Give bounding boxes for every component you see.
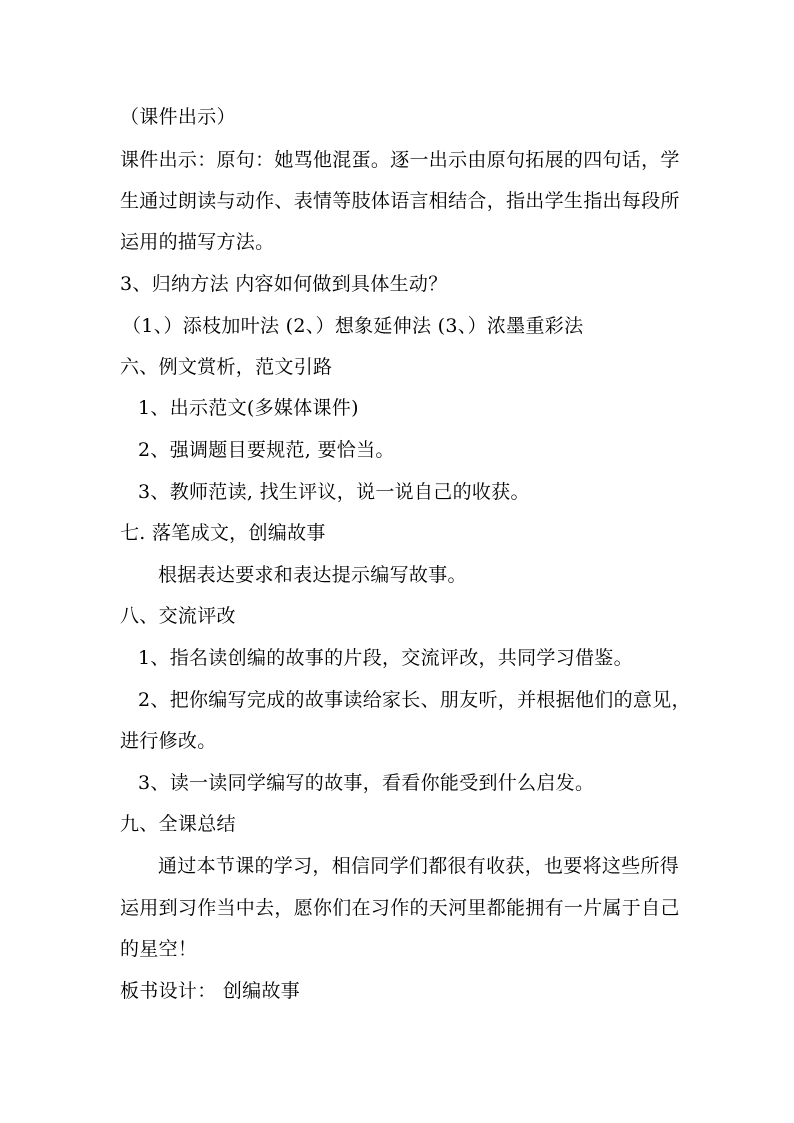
- section-heading: 九、全课总结: [120, 813, 236, 835]
- text-line: 进行修改。: [120, 730, 217, 752]
- text-line: 运用的描写方法。: [120, 231, 275, 253]
- text-line: 根据表达要求和表达提示编写故事。: [158, 564, 467, 586]
- section-heading: 八、交流评改: [120, 605, 236, 627]
- list-item: 3、教师范读, 找生评议，说一说自己的收获。: [138, 481, 530, 503]
- section-heading: 七. 落笔成文，创编故事: [120, 522, 326, 544]
- text-line: 的星空！: [120, 938, 198, 960]
- text-line: 课件出示：原句：她骂他混蛋。逐一出示由原句拓展的四句话，学: [120, 149, 680, 171]
- text-line: （1、）添枝加叶法 (2、）想象延伸法 (3、）浓墨重彩法: [122, 315, 584, 337]
- list-item: 2、把你编写完成的故事读给家长、朋友听，并根据他们的意见，: [138, 689, 691, 711]
- text-line: 运用到习作当中去，愿你们在习作的天河里都能拥有一片属于自己: [120, 897, 680, 919]
- text-line: 3、归纳方法 内容如何做到具体生动？: [120, 273, 448, 295]
- section-heading: 六、例文赏析，范文引路: [120, 356, 333, 378]
- list-item: 3、读一读同学编写的故事，看看你能受到什么启发。: [138, 772, 595, 794]
- list-item: 2、强调题目要规范, 要恰当。: [138, 439, 395, 461]
- text-line: 板书设计： 创编故事: [120, 980, 301, 1002]
- text-line: 通过本节课的学习，相信同学们都很有收获，也要将这些所得: [158, 855, 680, 877]
- text-line: （课件出示）: [120, 106, 236, 128]
- text-line: 生通过朗读与动作、表情等肢体语言相结合，指出学生指出每段所: [120, 190, 680, 212]
- list-item: 1、指名读创编的故事的片段，交流评改，共同学习借鉴。: [138, 647, 633, 669]
- list-item: 1、出示范文(多媒体课件): [138, 397, 359, 419]
